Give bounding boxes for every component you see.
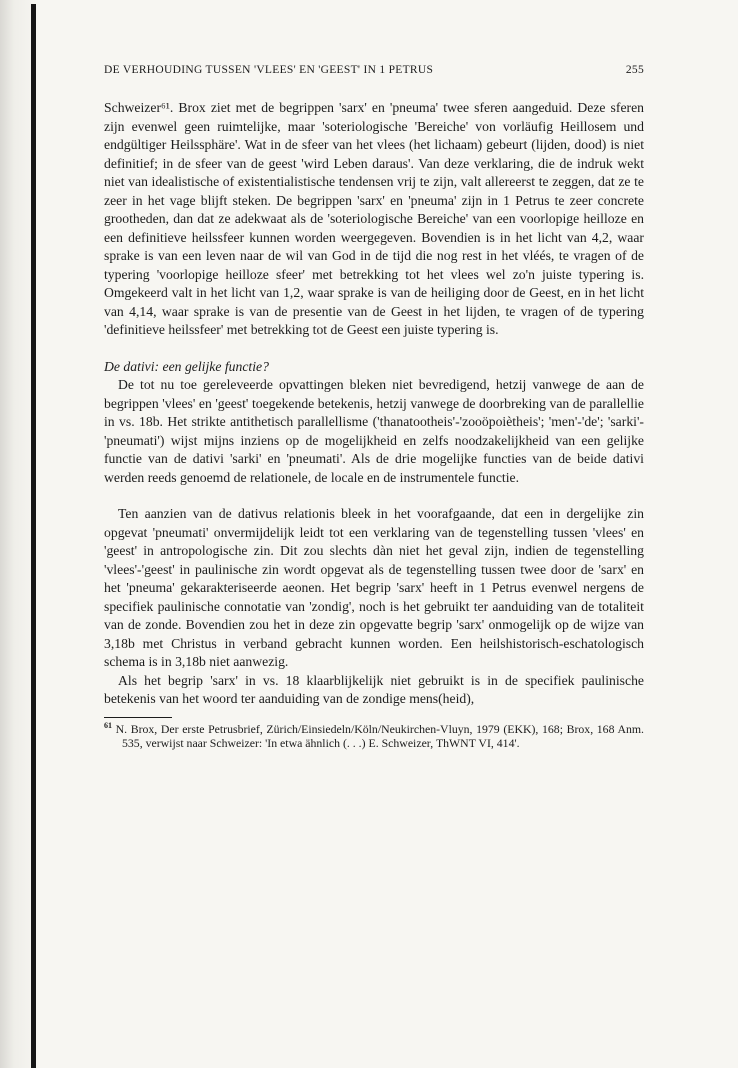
page-number: 255 <box>625 64 644 76</box>
footnotes <box>104 722 644 751</box>
footnote-text: N. Brox, Der erste Petrusbrief, Zürich/Einsiedeln/Köln/Neukirchen-Vluyn, 1979 (EKK), 168; Brox, 168 Anm. 535, verwijst naar Schweizer: 'In etwa ähnlich (. . .) E. Schweizer, ThWNT VI, 414'. <box>115 721 644 750</box>
book-page <box>104 64 644 751</box>
paragraph-1: Schweizer⁶¹. Brox ziet met de begrippen 'sarx' en 'pneuma' twee sferen aangeduid. Deze sferen zijn evenwel geen ruimtelijke, maar 'soteriologische 'Bereiche' von vorläufig Heillosem und endgültiger Heilssphäre'. Wat in de sfeer van het vlees (het lichaam) gebeurt (lijden, dood) is niet definitief; in de sfeer van de geest 'wird Leben daraus'. Van deze verklaring, die de indruk wekt niet van idealistische of existentialistische tendensen vrij te zijn, valt allereerst te zeggen, dat ze te zeer in het vage blijft steken. De begrippen 'sarx' en 'pneuma' zijn in 1 Petrus te zeer concrete grootheden, dan dat ze adekwaat als de 'soteriologische Bereiche' van een voorlopige heilloze en een definitieve heilssfeer kunnen worden weergegeven. Bovendien is in het licht van 4,2, waar sprake is van een leven naar de wil van God in de tijd die nog rest in het vléés, te vragen of de typering 'voorlopige heilloze sfeer' met betrekking tot het vlees wel zo'n juiste typering is. Omgekeerd valt in het licht van 1,2, waar sprake is van de heiliging door de Geest, en in het licht van 4,14, waar sprake is van de presentie van de Geest in het lijden, te vragen of de typering 'definitieve heilssfeer' met betrekking tot de Geest een juiste typering is. <box>104 100 644 337</box>
paragraph-4: Als het begrip 'sarx' in vs. 18 klaarblijkelijk niet gebruikt is in de specifiek paulinische betekenis van het woord ter aanduiding van de zondige mens(heid), <box>104 672 644 706</box>
section-heading: De dativi: een gelijke functie? <box>104 358 269 374</box>
running-header <box>104 64 644 84</box>
paragraph-2: De tot nu toe gereleveerde opvattingen bleken niet bevredigend, hetzij vanwege de aan de begrippen 'vlees' en 'geest' toegekende betekenis, hetzij vanwege de doorbreking van de parallellie in vs. 18b. Het strikte antithetisch parallellisme ('thanatootheis'-'zooöpoiètheis'; 'men'-'de'; 'sarki'-'pneumati') wijst mijns inziens op de mogelijkheid en zelfs noodzakelijkheid van een gelijke functie van de dativi 'sarki' en 'pneumati'. Als de drie mogelijke functies van de beide dativi werden reeds genoemd de relationele, de locale en de instrumentele functie. <box>104 377 644 485</box>
body-text <box>104 99 644 709</box>
paragraph-3: Ten aanzien van de dativus relationis bleek in het voorafgaande, dat een in dergelijke zin opgevat 'pneumati' onvermijdelijk leidt tot een verklaring van de tegenstelling tussen 'vlees' en 'geest' in antropologische zin. Dit zou slechts dàn niet het geval zijn, indien de tegenstelling 'vlees'-'geest' in paulinische zin wordt opgevat als de tegenstelling tussen twee door de 'sarx' en het 'pneuma' gekarakteriseerde aeonen. Het begrip 'sarx' heeft in 1 Petrus evenwel nergens de specifiek paulinische connotatie van 'zondig', noch is het gebruikt ter aanduiding van de totaliteit van de zonde. Bovendien zou het in deze zin opgevatte begrip 'sarx' onmogelijk op de wijze van 3,18b met Christus in verband gebracht kunnen worden. Een heilshistorisch-eschatologisch schema is in 3,18b niet aanwezig. <box>104 506 644 669</box>
scan-shadow-line <box>31 4 36 1068</box>
footnote-61 <box>104 722 644 751</box>
running-title: DE VERHOUDING TUSSEN 'VLEES' EN 'GEEST' IN 1 PETRUS <box>104 64 434 76</box>
footnote-marker: 61 <box>104 720 112 730</box>
footnote-divider <box>104 717 172 718</box>
